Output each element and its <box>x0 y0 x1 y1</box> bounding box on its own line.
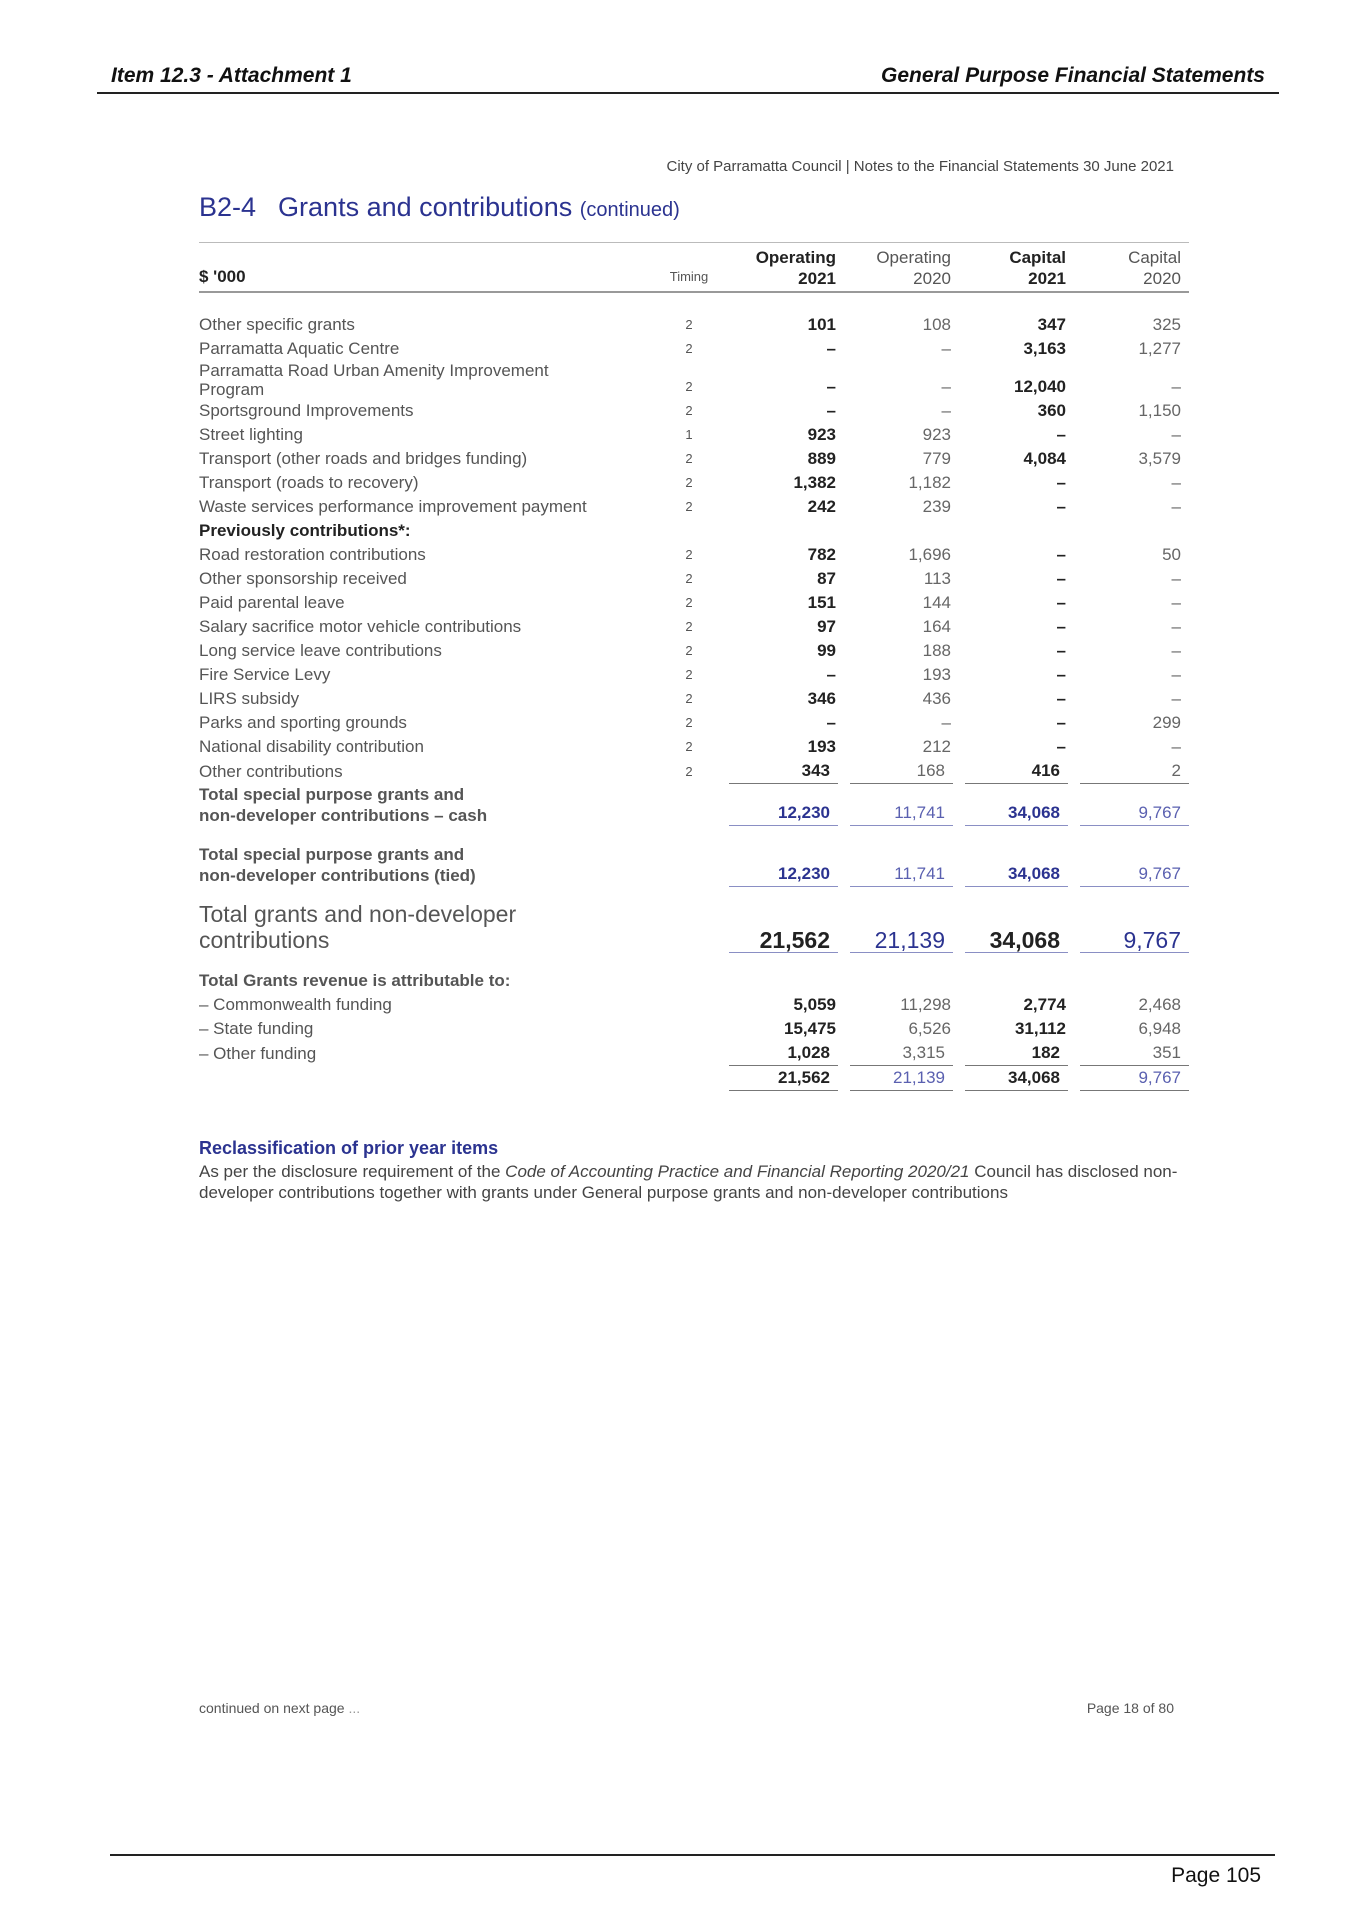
section-number: B2-4 <box>199 192 257 222</box>
timing-header: Timing <box>649 247 729 292</box>
section-title <box>199 192 680 223</box>
unit-header: $ '000 <box>199 247 649 292</box>
reclassification-note <box>199 1138 1179 1203</box>
table-row: Salary sacrifice motor vehicle contributions 2 97 164 – – <box>199 617 1181 636</box>
table-row: Parks and sporting grounds 2 – – – 299 <box>199 713 1181 732</box>
table-row: Other specific grants 2 101 108 347 325 <box>199 315 1181 334</box>
section-suffix: (continued) <box>579 199 680 221</box>
table-row: Waste services performance improvement payment 2 242 239 – – <box>199 497 1181 516</box>
table-row: Transport (roads to recovery) 2 1,382 1,182 – – <box>199 473 1181 492</box>
footer-page-number: Page 105 <box>1171 1864 1261 1887</box>
table-row: Parramatta Aquatic Centre 2 – – 3,163 1,277 <box>199 339 1181 358</box>
header-document-title: General Purpose Financial Statements <box>881 64 1265 87</box>
previously-contributions-heading: Previously contributions*: <box>199 521 411 540</box>
grand-total-row: Total grants and non-developer contributions 21,562 21,139 34,068 9,767 <box>199 901 1189 953</box>
table-row: Street lighting 1 923 923 – – <box>199 425 1181 444</box>
table-header-row <box>199 247 1189 292</box>
table-row: Other sponsorship received 2 87 113 – – <box>199 569 1181 588</box>
table-row: Parramatta Road Urban Amenity Improvement Program 2 – – 12,040 – <box>199 361 1181 399</box>
table-row: Road restoration contributions 2 782 1,696 – 50 <box>199 545 1181 564</box>
table-row: – Commonwealth funding 5,059 11,298 2,774 2,468 <box>199 995 1181 1014</box>
document-meta: City of Parramatta Council | Notes to the Financial Statements 30 June 2021 <box>666 158 1174 175</box>
reclassification-title: Reclassification of prior year items <box>199 1138 499 1158</box>
table-row: Paid parental leave 2 151 144 – – <box>199 593 1181 612</box>
table-row: – State funding 15,475 6,526 31,112 6,948 <box>199 1019 1181 1038</box>
page-header <box>97 62 1279 94</box>
operating-2020-header: Operating 2020 <box>844 247 959 292</box>
total-tied-row: Total special purpose grants and non-developer contributions (tied) 12,230 11,741 34,068 9,767 <box>199 844 1189 886</box>
reclassification-text: As per the disclosure requirement of the Code of Accounting Practice and Financial Reporting 2020/21 Council has disclosed non-developer contributions together with grants under General purpose grants and non-developer contributions <box>199 1162 1178 1202</box>
table-row: – Other funding 1,028 3,315 182 351 <box>199 1041 1189 1066</box>
operating-2021-header: Operating 2021 <box>729 247 844 292</box>
section-name: Grants and contributions <box>278 192 573 222</box>
page-of-count: Page 18 of 80 <box>1086 1700 1174 1716</box>
header-attachment-label: Item 12.3 - Attachment 1 <box>111 64 352 87</box>
continued-note: continued on next page ... <box>199 1700 361 1716</box>
capital-2020-header: Capital 2020 <box>1074 247 1189 292</box>
table-row: Other contributions 2 343 168 416 2 <box>199 759 1189 784</box>
table-row: Transport (other roads and bridges funding) 2 889 779 4,084 3,579 <box>199 449 1181 468</box>
total-cash-row: Total special purpose grants and non-developer contributions – cash 12,230 11,741 34,068 9,767 <box>199 784 1189 826</box>
table-row: Long service leave contributions 2 99 188 – – <box>199 641 1181 660</box>
table-row: LIRS subsidy 2 346 436 – – <box>199 689 1181 708</box>
attributable-total-row: 21,562 21,139 34,068 9,767 <box>199 1066 1189 1091</box>
grants-table <box>199 242 1189 1091</box>
capital-2021-header: Capital 2021 <box>959 247 1074 292</box>
table-row: National disability contribution 2 193 212 – – <box>199 737 1181 756</box>
footer-divider <box>110 1854 1275 1856</box>
table-row: Fire Service Levy 2 – 193 – – <box>199 665 1181 684</box>
attributable-heading: Total Grants revenue is attributable to: <box>199 971 511 990</box>
table-row: Sportsground Improvements 2 – – 360 1,150 <box>199 401 1181 420</box>
